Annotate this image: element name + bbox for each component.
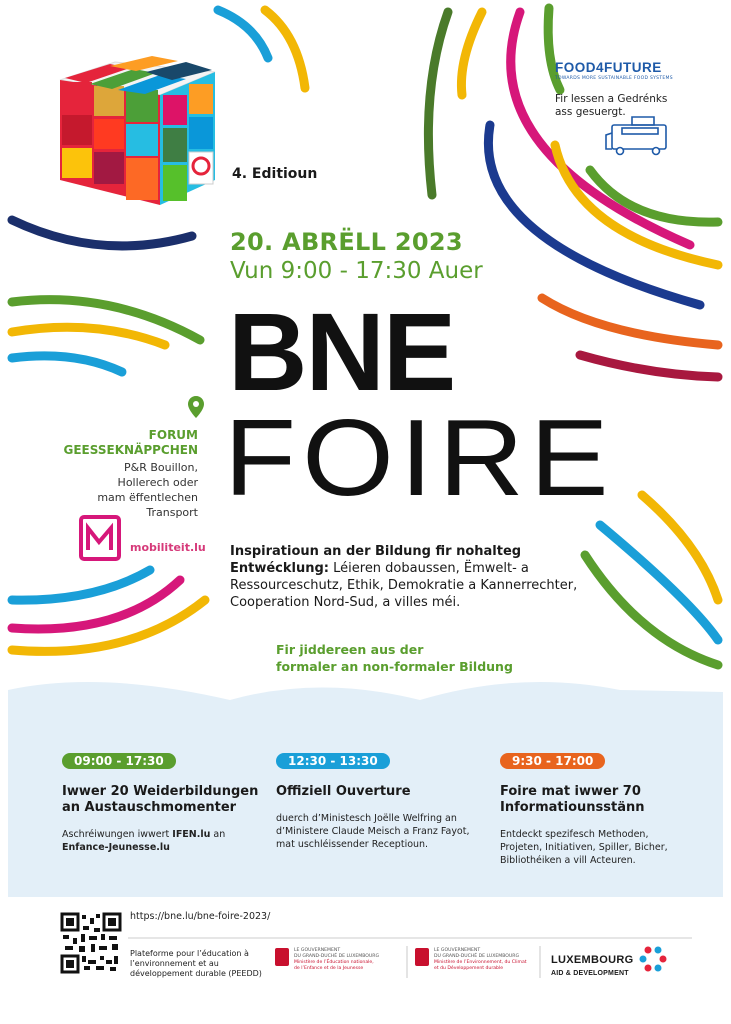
column-text: duerch d’Ministesch Joëlle Welfring an d’Ministere Claude Meisch a Franz Fayot, mat uschléissender Receptioun. (276, 813, 470, 850)
venue-detail-2: Hollerech oder (117, 476, 198, 489)
lux-line-1: LUXEMBOURG (551, 954, 634, 966)
venue-block (30, 428, 198, 520)
qr-code-icon (62, 914, 120, 972)
column-title: Iwwer 20 Weiderbildungen an Austauschmomenter (62, 784, 259, 815)
lux-aid-logo-icon (640, 947, 667, 972)
venue-detail-1: P&R Bouillon, (124, 461, 198, 474)
gov1-line-4: de l’Enfance et de la Jeunesse (294, 966, 364, 971)
gov-education-logo (294, 948, 402, 972)
gov2-line-2: DU GRAND-DUCHÉ DE LUXEMBOURG (434, 954, 520, 959)
gov2-line-3: Ministère de l’Environnement, du Climat (434, 960, 527, 965)
venue-detail-4: Transport (146, 506, 198, 519)
gov2-line-1: LE GOUVERNEMENT (434, 948, 481, 953)
column-text-mid: an (210, 829, 226, 840)
column-text: Entdeckt spezifesch Methoden, Projeten, Initiativen, Spiller, Bicher, Bibliothéiken a vill Acteuren. (500, 829, 668, 866)
gov1-line-3: Ministère de l’Éducation nationale, (294, 960, 374, 965)
description-rest: Léieren dobaussen, Ëmwelt- a Ressourceschutz, Ethik, Demokratie a Kannerrechter, Cooperation Nord-Sud, a villes méi. (230, 561, 578, 610)
schedule-column-2 (276, 750, 481, 851)
audience-line-1: Fir jiddereen aus der (276, 642, 424, 657)
event-time: Vun 9:00 - 17:30 Auer (230, 258, 483, 284)
schedule-column-1 (62, 750, 267, 854)
mobiliteit-link[interactable]: mobiliteit.lu (130, 541, 206, 554)
description-bold: Inspiratioun an der Bildung fir nohalteg Entwécklung: (230, 544, 522, 576)
gov1-line-2: DU GRAND-DUCHÉ DE LUXEMBOURG (294, 954, 380, 959)
sdg-cube-icon (60, 56, 215, 205)
food4future-text (555, 93, 685, 119)
audience-line-2: formaler an non-formaler Bildung (276, 659, 513, 674)
column-text (62, 828, 267, 854)
peedd-text: Plateforme pour l’éducation à l’environnement et au développement durable (PEEDD) (130, 949, 262, 978)
column-title: Offiziell Ouverture (276, 784, 411, 799)
food4future-text-2: ass gesuergt. (555, 106, 626, 118)
location-pin-icon (188, 396, 204, 418)
gov-environment-logo (434, 948, 538, 972)
column-text-pre: Aschréiwungen iwwert (62, 829, 173, 840)
ifen-link[interactable]: IFEN.lu (172, 829, 211, 840)
gov1-line-1: LE GOUVERNEMENT (294, 948, 341, 953)
column-title: Foire mat iwwer 70 Informatiounsstänn (500, 784, 645, 815)
food-truck-icon (606, 117, 666, 155)
event-date: 20. ABRËLL 2023 (230, 228, 463, 256)
title-foire: FOIRE (224, 397, 615, 519)
time-badge: 12:30 - 13:30 (276, 753, 390, 769)
mobiliteit-logo-icon (81, 517, 119, 559)
lux-line-2: AID & DEVELOPMENT (551, 970, 629, 977)
event-description (230, 543, 590, 611)
food4future-logo: FOOD4FUTURE (555, 60, 662, 75)
gov2-line-4: et du Développement durable (434, 966, 504, 971)
venue-details (30, 460, 198, 520)
time-badge: 9:30 - 17:00 (500, 753, 605, 769)
time-badge: 09:00 - 17:30 (62, 753, 176, 769)
title-bne: BNE (228, 291, 455, 414)
footer-url[interactable]: https://bne.lu/bne-foire-2023/ (130, 911, 271, 922)
food4future-tagline: TOWARDS MORE SUSTAINABLE FOOD SYSTEMS (555, 76, 673, 81)
audience-text (276, 641, 513, 675)
venue-name-1: FORUM (148, 428, 198, 442)
venue-detail-3: mam ëffentlechen (97, 491, 198, 504)
venue-name-2: GEESSEKNÄPPCHEN (63, 443, 198, 457)
food4future-block (555, 60, 685, 119)
schedule-column-3 (500, 750, 690, 867)
edition-label: 4. Editioun (232, 166, 318, 182)
lux-aid-development-logo (551, 954, 633, 980)
food4future-text-1: Fir lessen a Gedrénks (555, 93, 668, 105)
enfance-jeunesse-link[interactable]: Enfance-Jeunesse.lu (62, 842, 170, 853)
